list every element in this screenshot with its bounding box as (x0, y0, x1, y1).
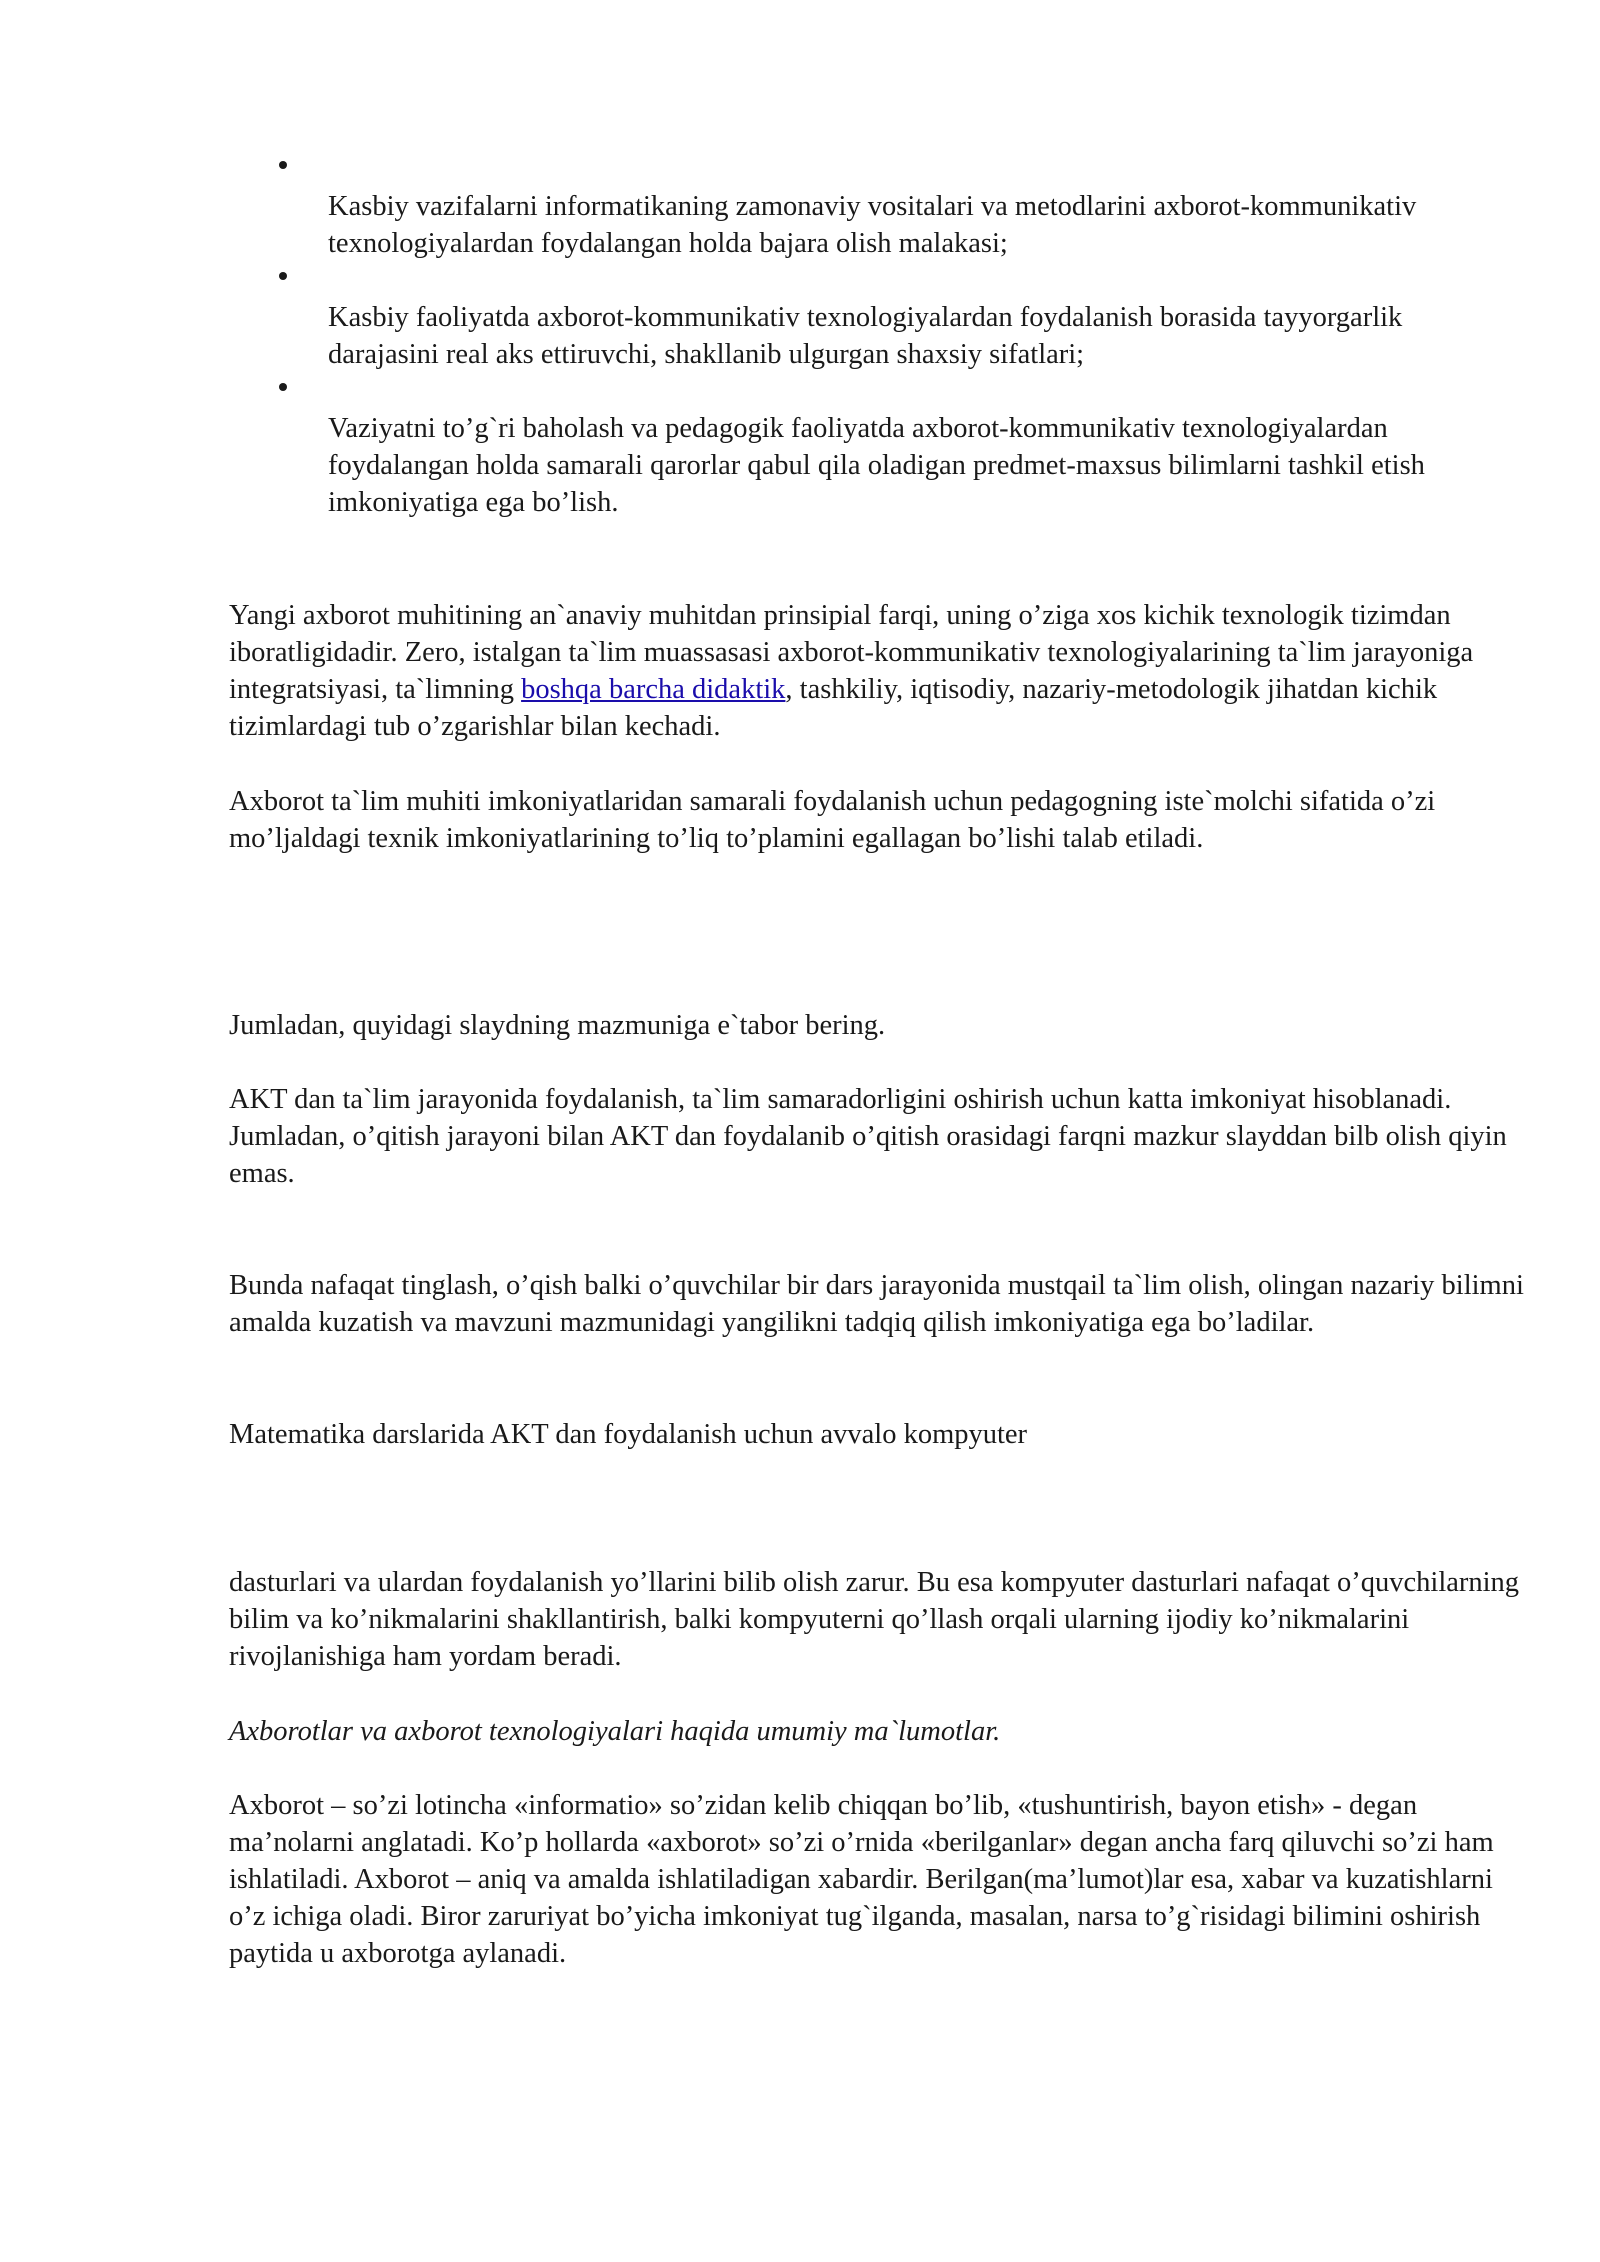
paragraph-student-benefits: Bunda nafaqat tinglash, o’qish balki o’quvchilar bir dars jarayonida mustqail ta`lim olish, olingan nazariy bilimni amalda kuzatish va mavzuni mazmunidagi yangilikni tadqiq qilish imkoniyatiga ega bo’ladilar. (229, 1270, 1524, 1338)
bullet-list (229, 150, 1429, 558)
paragraph-computer-programs: dasturlari va ulardan foydalanish yo’llarini bilib olish zarur. Bu esa kompyuter dasturlari nafaqat o’quvchilarning bilim va ko’nikmalarini shakllantirish, balki kompyuterni qo’llash orqali ularning ijodiy ko’nikmalarini rivojlanishiga ham yordam beradi. (229, 1567, 1520, 1672)
list-item-text: Kasbiy vazifalarni informatikaning zamonaviy vositalari va metodlarini axborot-kommunikativ texnologiyalardan foydalangan holda bajara olish malakasi; (328, 191, 1417, 259)
paragraph-information-environment (229, 597, 1529, 745)
section-heading: Axborotlar va axborot texnologiyalari haqida umumiy ma`lumotlar. (229, 1716, 1001, 1747)
paragraph-text: Yangi axborot muhitining an`anaviy muhitdan prinsipial farqi, uning o’ziga xos kichik texnologik tizimdan iboratligidadir. Zero, istalgan ta`lim muassasasi axborot-kommunikativ texnologiyalarining ta`lim jarayoniga integratsiyasi, ta`limning (229, 600, 1474, 705)
bullet-icon (279, 161, 287, 169)
list-item (229, 410, 1429, 521)
list-item-text: Kasbiy faoliyatda axborot-kommunikativ texnologiyalardan foydalanish borasida tayyorgarlik darajasini real aks ettiruvchi, shakllanib ulgurgan shaxsiy sifatlari; (328, 302, 1403, 370)
bullet-icon (279, 272, 287, 280)
paragraph-teacher-requirements: Axborot ta`lim muhiti imkoniyatlaridan samarali foydalanish uchun pedagogning iste`molchi sifatida o’zi mo’ljaldagi texnik imkoniyatlarining to’liq to’plamini egallagan bo’lishi talab etiladi. (229, 786, 1436, 854)
list-item (229, 188, 1429, 262)
paragraph-text: , tashkiliy, iqtisodiy, nazariy-metodologik jihatdan kichik tizimlardagi tub o’zgarishlar bilan kechadi. (229, 674, 1438, 742)
paragraph-information-definition: Axborot – so’zi lotincha «informatio» so’zidan kelib chiqqan bo’lib, «tushuntirish, bayon etish» - degan ma’nolarni anglatadi. Ko’p hollarda «axborot» so’zi o’rnida «berilganlar» degan ancha farq qiluvchi so’zi ham ishlatiladi. Axborot – aniq va amalda ishlatiladigan xabardir. Berilgan(ma’lumot)lar esa, xabar va kuzatishlarni o’z ichiga oladi. Biror zaruriyat bo’yicha imkoniyat tug`ilganda, masalan, narsa to’g`risidagi bilimini oshirish paytida u axborotga aylanadi. (229, 1790, 1494, 1969)
bullet-icon (279, 383, 287, 391)
list-item (229, 299, 1429, 373)
paragraph-math-lessons: Matematika darslarida AKT dan foydalanish uchun avvalo kompyuter (229, 1419, 1028, 1450)
list-item-text: Vaziyatni to’g`ri baholash va pedagogik faoliyatda axborot-kommunikativ texnologiyalardan foydalangan holda samarali qarorlar qabul qila oladigan predmet-maxsus bilimlarni tashkil etish imkoniyatiga ega bo’lish. (328, 413, 1425, 518)
paragraph-slide-note: Jumladan, quyidagi slaydning mazmuniga e`tabor bering. (229, 1010, 886, 1041)
paragraph-ict-usage: AKT dan ta`lim jarayonida foydalanish, ta`lim samaradorligini oshirish uchun katta imkoniyat hisoblanadi. Jumladan, o’qitish jarayoni bilan AKT dan foydalanib o’qitish orasidagi farqni mazkur slayddan bilb olish qiyin emas. (229, 1084, 1507, 1189)
didactic-link[interactable]: boshqa barcha didaktik (521, 674, 786, 705)
